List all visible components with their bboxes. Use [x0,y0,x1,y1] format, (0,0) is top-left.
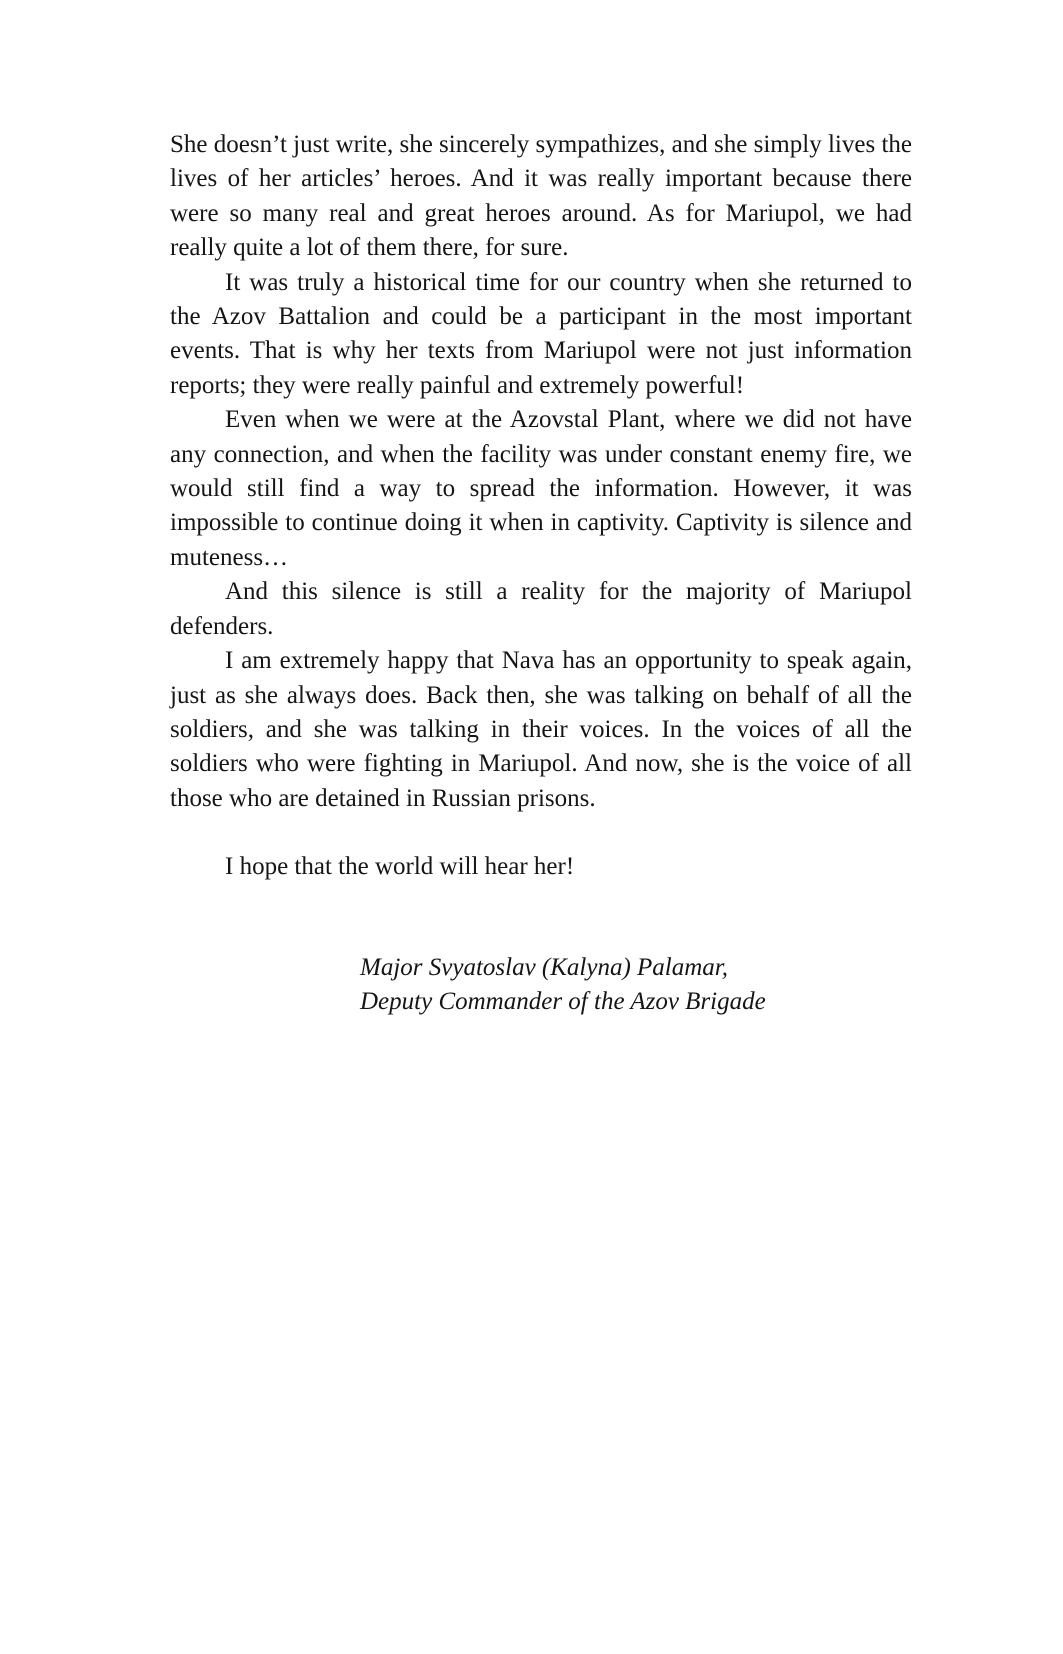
text-block [170,128,912,1019]
paragraph: I am extremely happy that Nava has an opportunity to speak again, just as she always does. Back then, she was talking on behalf of all the soldiers, and she was talking in their voices. In the voices of all the soldiers who were fighting in Mariupol. And now, she is the voice of all those who are detained in Russian prisons. [170,647,912,812]
paragraph: It was truly a historical time for our country when she returned to the Azov Battalion and could be a participant in the most important events. That is why her texts from Mariupol were not just information reports; they were really painful and extremely powerful! [170,268,912,399]
paragraph: She doesn’t just write, she sincerely sympathizes, and she simply lives the lives of her articles’ heroes. And it was really important because there were so many real and great heroes around. As for Mariupol, we had really quite a lot of them there, for sure. [170,131,912,262]
paragraph: And this silence is still a reality for the majority of Mariupol defenders. [170,578,912,640]
signature-title: Deputy Commander of the Azov Brigade [360,987,766,1015]
signature-name: Major Svyatoslav (Kalyna) Palamar, [360,953,729,981]
paragraph: Even when we were at the Azovstal Plant, where we did not have any connection, and when the facility was under constant enemy fire, we would still find a way to spread the information. However, it was impossible to continue doing it when in captivity. Captivity is silence and muteness… [170,406,912,571]
signature-block [170,951,912,1020]
closing-line: I hope that the world will hear her! [225,853,575,881]
